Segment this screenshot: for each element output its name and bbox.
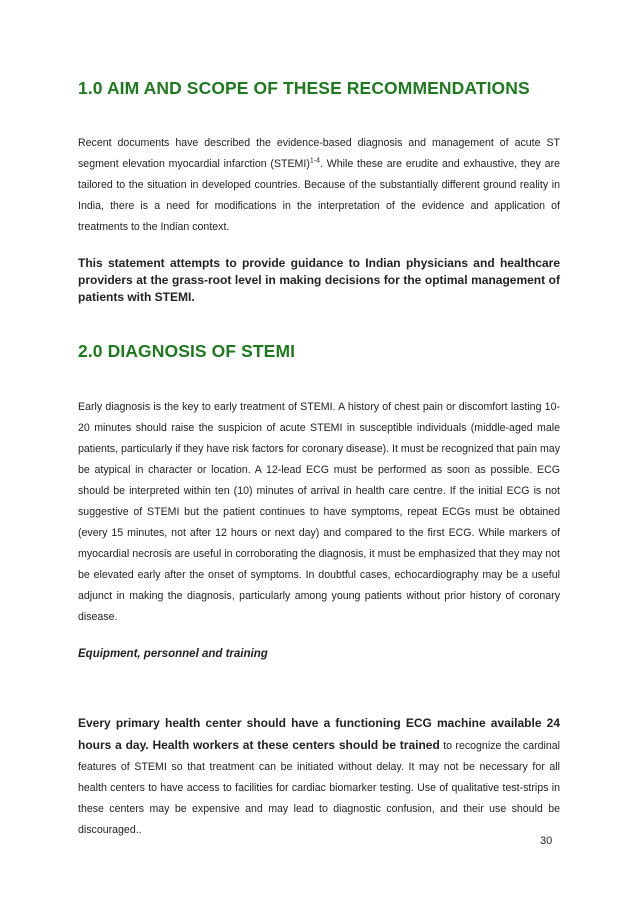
page-number: 30 <box>540 835 553 847</box>
equipment-rest-text: to recognize the cardinal features of STEMI so that treatment can be initiated without delay. It may not be necessary for all health centers to have access to facilities for cardiac biomarker testing. Use of qualitative test-strips in these centers may be expensive and may lead to diagnostic confusion, and their use should be discouraged.. <box>78 740 560 836</box>
section-heading-diagnosis: 2.0 DIAGNOSIS OF STEMI <box>78 341 296 361</box>
section-heading-aim-scope: 1.0 AIM AND SCOPE OF THESE RECOMMENDATIONS <box>78 78 530 98</box>
statement-paragraph: This statement attempts to provide guidance to Indian physicians and healthcare providers at the grass-root level in making decisions for the optimal management of patients with STEMI. <box>78 256 560 304</box>
intro-text-a: Recent documents have described the evidence-based diagnosis and management of acute ST segment elevation myocardial infarction (STEMI) <box>78 137 560 170</box>
intro-paragraph <box>78 133 560 238</box>
intro-text-b: . While these are erudite and exhaustive, they are tailored to the situation in developed countries. Because of the substantially different ground reality in India, there is a need for modifications in the interpretation of the evidence and application of treatments to the Indian context. <box>78 158 560 233</box>
diagnosis-paragraph: Early diagnosis is the key to early treatment of STEMI. A history of chest pain or discomfort lasting 10-20 minutes should raise the suspicion of acute STEMI in susceptible individuals (middle-aged male patients, particularly if they have risk factors for coronary disease). It must be recognized that pain may be atypical in character or location. A 12-lead ECG must be performed as soon as possible. ECG should be interpreted within ten (10) minutes of arrival in health care centre. If the initial ECG is not suggestive of STEMI but the patient continues to have symptoms, repeat ECGs must be obtained (every 15 minutes, not after 12 hours or next day) and compared to the first ECG. While markers of myocardial necrosis are useful in corroborating the diagnosis, it must be emphasized that they may not be elevated early after the onset of symptoms. In doubtful cases, echocardiography may be a useful adjunct in making the diagnosis, particularly among young patients without prior history of coronary disease. <box>78 401 560 623</box>
citation-superscript: 1-4 <box>309 157 320 165</box>
equipment-bold-text: Every primary health center should have a functioning ECG machine available 24 hours a day. Health workers at these centers should be trained <box>78 716 560 752</box>
subheading-equipment: Equipment, personnel and training <box>78 648 268 660</box>
equipment-paragraph <box>78 713 560 841</box>
